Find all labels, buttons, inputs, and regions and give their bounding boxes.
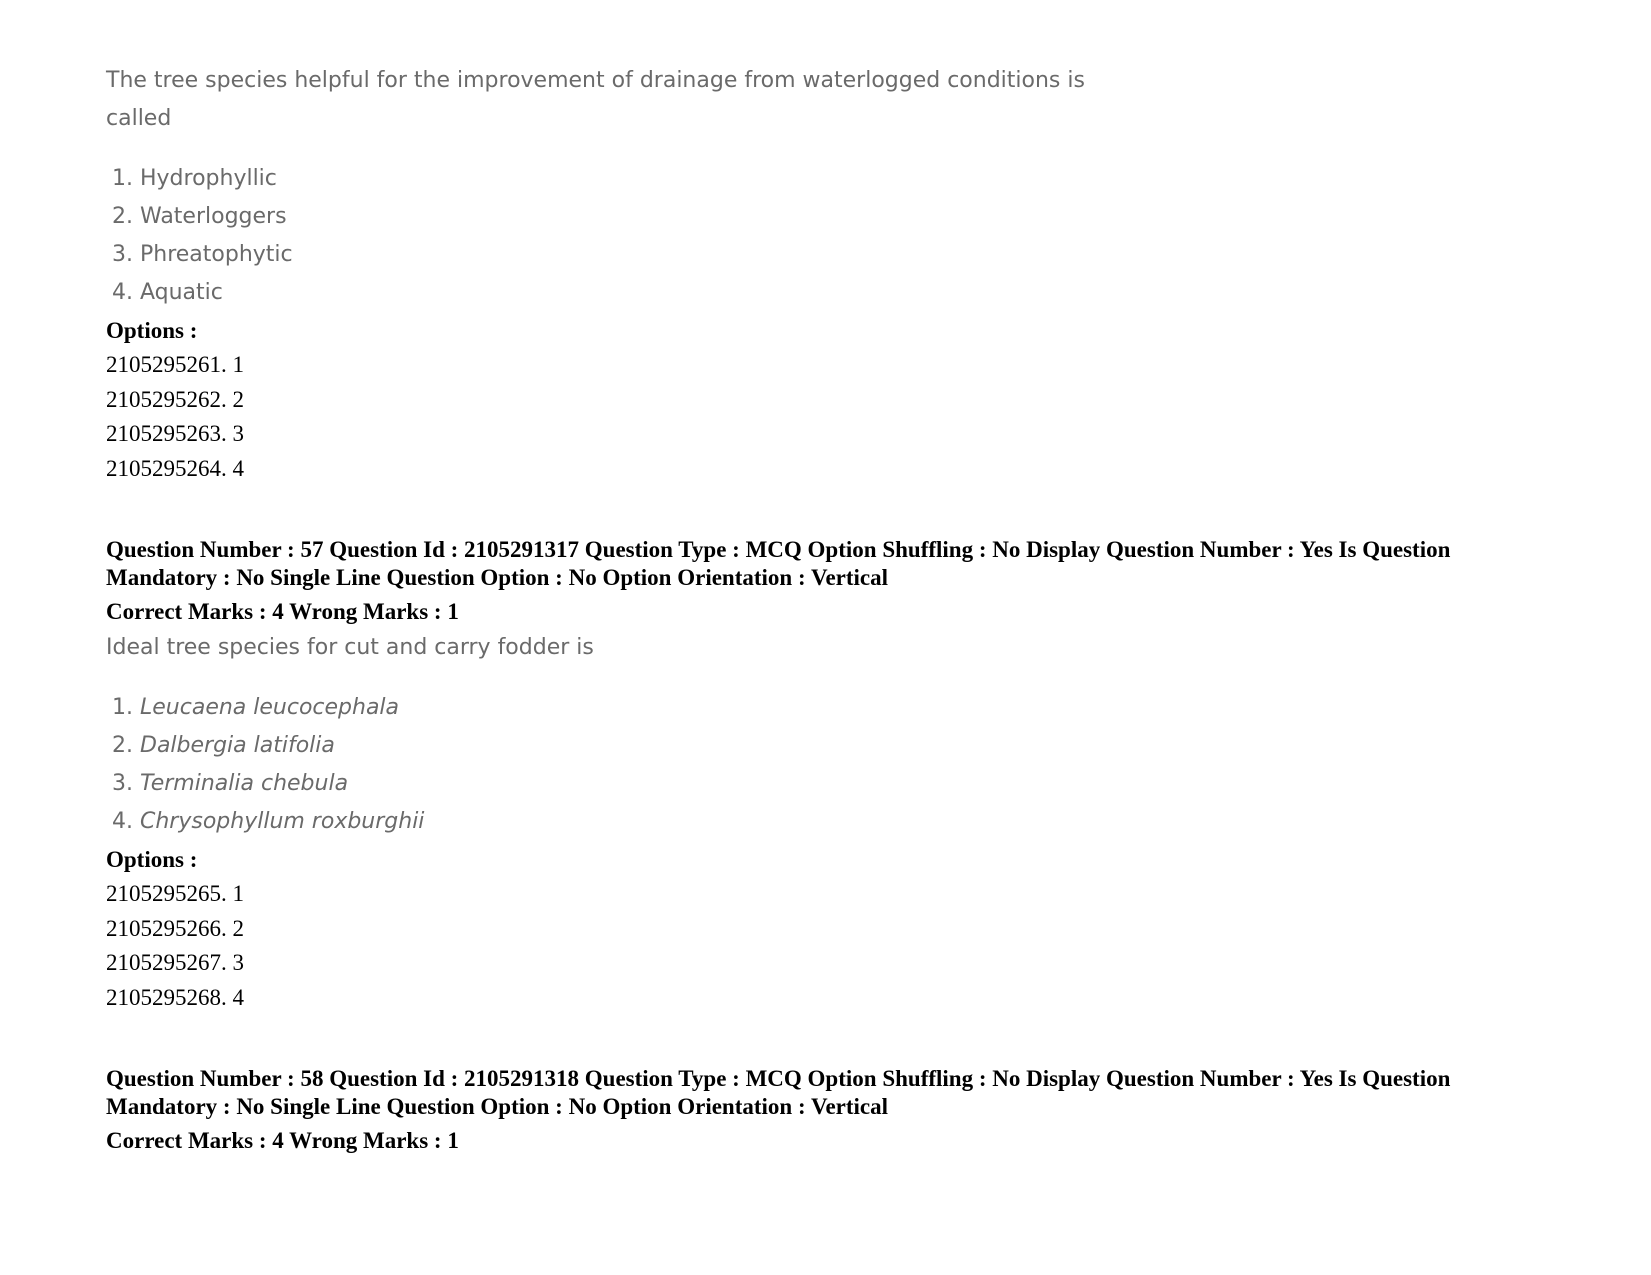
- choice-item: 1. Hydrophyllic: [112, 166, 277, 191]
- option-row: 2105295265. 1: [106, 881, 244, 906]
- question-58-meta: Question Number : 58 Question Id : 2105291318 Question Type : MCQ Option Shuffling : No Display Question Number : Yes Is Question Mandatory : No Single Line Question Option : No Option Orientation : Vertical: [106, 1066, 1451, 1119]
- choice-number: 4.: [112, 809, 133, 834]
- option-row: 2105295267. 3: [106, 950, 244, 975]
- choice-number: 3.: [112, 771, 133, 796]
- choice-item: [106, 803, 1566, 841]
- question-56-choices: [106, 160, 1566, 312]
- choice-item: 2. Waterloggers: [112, 204, 287, 229]
- choice-item: 3. Phreatophytic: [112, 242, 293, 267]
- option-row: 2105295264. 4: [106, 455, 244, 481]
- option-row: 2105295263. 3: [106, 421, 244, 446]
- option-row: 2105295266. 2: [106, 915, 244, 941]
- choice-number: 1.: [112, 695, 133, 720]
- choice-item: [106, 689, 1566, 727]
- option-row: 2105295261. 1: [106, 352, 244, 377]
- options-label: Options :: [106, 318, 198, 343]
- question-57-marks: Correct Marks : 4 Wrong Marks : 1: [106, 599, 459, 624]
- choice-text: Leucaena leucocephala: [140, 695, 400, 720]
- option-row: 2105295262. 2: [106, 386, 244, 412]
- document-page: [106, 62, 1566, 1158]
- question-57-text: Ideal tree species for cut and carry fodder is: [106, 635, 594, 660]
- choice-item: [106, 765, 1566, 803]
- options-label: Options :: [106, 847, 198, 872]
- choice-text: Terminalia chebula: [140, 771, 349, 796]
- choice-number: 2.: [112, 733, 133, 758]
- option-row: 2105295268. 4: [106, 984, 244, 1010]
- choice-item: [106, 727, 1566, 765]
- question-57-meta: Question Number : 57 Question Id : 2105291317 Question Type : MCQ Option Shuffling : No Display Question Number : Yes Is Question Mandatory : No Single Line Question Option : No Option Orientation : Vertical: [106, 537, 1451, 590]
- choice-text: Chrysophyllum roxburghii: [140, 809, 425, 834]
- question-57-choices: [106, 689, 1566, 841]
- question-58-marks: Correct Marks : 4 Wrong Marks : 1: [106, 1128, 459, 1153]
- question-56-text: The tree species helpful for the improvement of drainage from waterlogged conditions is called: [106, 68, 1085, 131]
- choice-text: Dalbergia latifolia: [140, 733, 335, 758]
- choice-item: 4. Aquatic: [112, 280, 223, 305]
